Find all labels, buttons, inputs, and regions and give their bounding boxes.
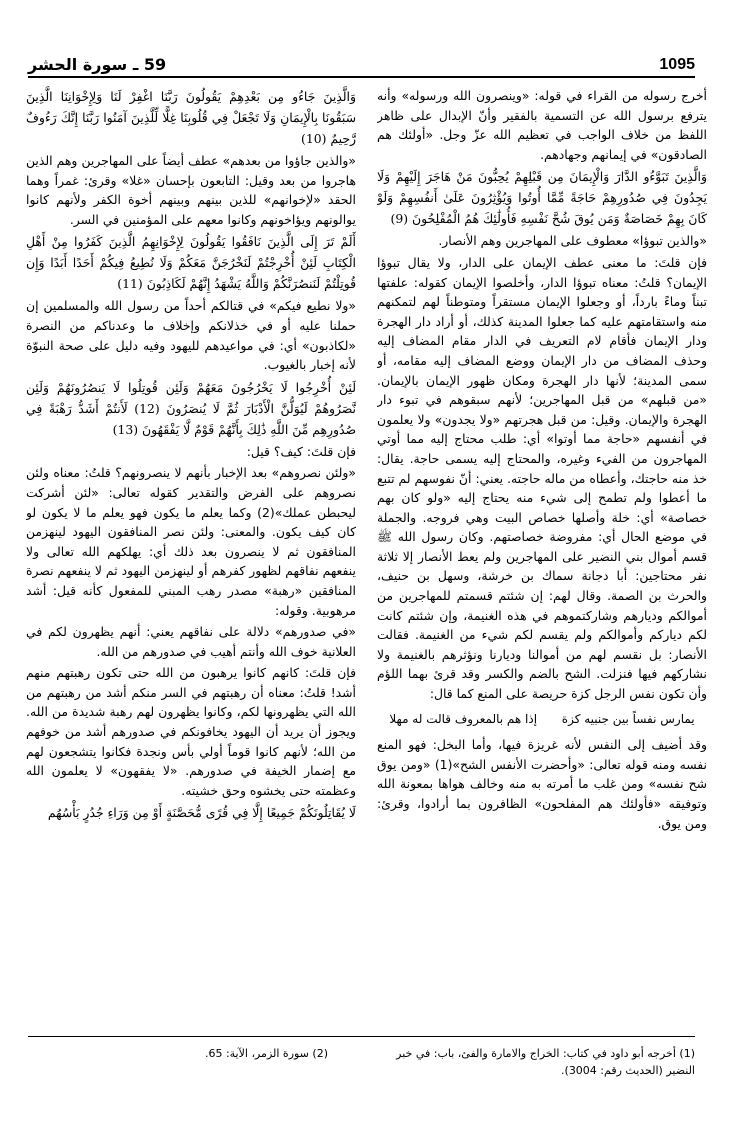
commentary-paragraph: فإن قلتَ: كيف؟ قيل: [246,443,356,459]
commentary-paragraph: أخرج رسوله من القراء في قوله: «وينصرون الله ورسوله» وأنه يترفع برسول الله عن التسمية بالفقير وأنّ الإبدال على ظاهر اللفظ من خلاف الواجب في تعظيم الله عزّ وجل. «أولئك هم الصادقون» في إيمانهم وجهادهم. [377,88,707,162]
footnote-1: (1) أخرجه أبو داود في كتاب: الخراج والامارة والفئ، باب: في خبر النضير (الحديث رقم: 3004). [396,1047,695,1077]
poem-line [377,710,707,730]
right-column [377,86,707,1016]
commentary-paragraph: فإن قلتَ: كانهم كانوا يرهبون من الله حتى تكون رهبتهم منهم أشد! قلتُ: معناه أن رهبتهم في السر منكم أشد من رهبتهم من الله التي يظهرونها لكم، وكانوا يظهرون لهم رهبة شديدة من الله. ويجوز أن يريد أن اليهود يخافونكم في صدورهم أشد من خوفهم من الله؛ لأنهم كانوا قوماً أولي بأس ونجدة فكانوا يتشجعون لهم مع إضمار الخيفة في صدورهم. «لا يفقهون» لا يعلمون الله وعظمته حتى يخشوه وحق خشيته. [26,665,356,798]
surah-title: 59 ـ سورة الحشر [28,55,167,74]
quran-verse: وَالَّذِينَ جَاءُو مِن بَعْدِهِمْ يَقُولُونَ رَبَّنَا اغْفِرْ لَنَا وَلِإِخْوَانِنَا الَّذِينَ سَبَقُونَا بِالْإِيمَانِ وَلَا تَجْعَلْ فِي قُلُوبِنَا غِلًّا لِّلَّذِينَ آمَنُوا رَبَّنَا إِنَّكَ رَءُوفٌ رَّحِيمٌ (10) [26,89,356,146]
commentary-paragraph: «في صدورهم» دلالة على نفاقهم يعني: أنهم يظهرون لكم في العلانية خوف الله وأنتم أهيب في صدورهم من الله. [26,624,356,659]
commentary-paragraph: وقد أضيف إلى النفس لأنه غريزة فيها، وأما البخل: فهو المنع نفسه ومنه قوله تعالى: «وأحضرت الأنفس الشح»(1) «ومن يوق شح نفسه» ومن غلب ما أمرته به منه وخالف هواها بمعونة الله وتوفيقه «فأولئك هم المفلحون» الظافرون بما أرادوا، وقرئ: ومن يوق. [377,737,707,831]
text-columns [26,86,707,1016]
page-number: 1095 [659,56,695,73]
left-column [26,86,356,1016]
quran-verse: لَا يُقَاتِلُونَكُمْ جَمِيعًا إِلَّا فِي قُرًى مُّحَصَّنَةٍ أَوْ مِن وَرَاءِ جُدُرٍ بَأْسُهُم [47,805,356,821]
commentary-paragraph: فإن قلتَ: ما معنى عطف الإيمان على الدار، ولا يقال تبوؤا الإيمان؟ قلتُ: معناه تبوؤا الدار، وأخلصوا الإيمان كقوله: علفتها تبناً وماءً بارداً، أو وجعلوا الإيمان مستقراً ومتوطناً لهم لتمكنهم منه واستقامتهم عليه كما جعلوا المدينة كذلك، أو أراد دار الهجرة ودار الإيمان فأقام لام التعريف في الدار مقام المضاف إليه وحذف المضاف من دار الإيمان ووضع المضاف إليه مقامه، أو سمى المدينة؛ لأنها دار الهجرة ومكان ظهور الإيمان بالإيمان. «من قبلهم» من قبل المهاجرين؛ لأنهم سبقوهم في تبوء دار الهجرة والإيمان. وقيل: من قبل هجرتهم «ولا يجدون» ولا يعلمون في أنفسهم «حاجة مما أوتوا» أي: طلب محتاج إليه مما أوتي المهاجرون من الفيء وغيره، والمحتاج إليه يسمى حاجة. يقال: خذ منه حاجتك، وأعطاه من ماله حاجته. يعني: أنّ نفوسهم لم تتبع ما أعطوا ولم تطمح إلى شيء منه يحتاج إليه «ولو كان بهم خصاصة» أي: خلة وأصلها خصاص البيت وهي فروجه. والجملة في موضع الحال أي: مفروضة خصاصتهم. وكان رسول الله ﷺ قسم أموال بني النضير على المهاجرين ولم يعط الأنصار إلا ثلاثة نفر محتاجين: أبا دجانة سماك بن خرشة، وسهل بن حنيف، والحرث بن الصمة. وقال لهم: إن شئتم قسمتم للمهاجرين من أموالكم وديارهم وشاركتموهم في هذه الغنيمة، وإن شئتم كانت لكم دياركم وأموالكم ولم يقسم لكم شيء من الغنيمة. فقالت الأنصار: بل نقسم لهم من أموالنا وديارنا ونؤثرهم بالغنيمة ولا نشاركهم فيها فنزلت. الشح بالضم والكسر وقد قرئ بهما اللؤم وأن تكون نفس الرجل كزة حريصة على المنع كما قال: [377,254,707,702]
poem-hemistich: إذا هم بالمعروف قالت له مهلا [389,711,538,726]
commentary-paragraph: «والذين جاؤوا من بعدهم» عطف أيضاً على المهاجرين وهم الذين هاجروا من بعد وقيل: التابعون بإحسان «غلا» وقرئ: غمراً وهما الحقد «لإخوانهم» للذين بينهم وبينهم أخوة الكفر ولأنهم كانوا يوالونهم ويؤاخونهم وكانوا معهم على المؤمنين في السر. [26,153,356,227]
commentary-paragraph: «ولئن نصروهم» بعد الإخبار بأنهم لا ينصرونهم؟ قلتُ: معناه ولئن نصروهم على الفرض والتقدير كقوله تعالى: «لئن أشركت ليحبطن عملك»(2) وكما يعلم ما يكون فهو يعلم ما لا يكون لو كان كيف يكون. والمعنى: ولئن نصر المنافقون اليهود لينهزمن المنافقون ثم لا ينصرون بعد ذلك أي: يهلكهم الله تعالى ولا ينفعهم نفاقهم لظهور كفرهم أو لينهزمن اليهود ثم لا ينفعهم نصرة المنافقين «رهبة» مصدر رهب المبني للمفعول كأنه قيل: أشد مرهوبية. وقوله: [26,465,356,618]
commentary-paragraph: «والذين تبوؤا» معطوف على المهاجرين وهم الأنصار. [438,233,707,249]
quran-verse: وَالَّذِينَ تَبَوَّءُو الدَّارَ وَالْإِيمَانَ مِن قَبْلِهِمْ يُحِبُّونَ مَنْ هَاجَرَ إِلَيْهِمْ وَلَا يَجِدُونَ فِي صُدُورِهِمْ حَاجَةً مِّمَّا أُوتُوا وَيُؤْثِرُونَ عَلَىٰ أَنفُسِهِمْ وَلَوْ كَانَ بِهِمْ خَصَاصَةٌ وَمَن يُوقَ شُحَّ نَفْسِهِ فَأُولَٰئِكَ هُمُ الْمُفْلِحُونَ (9) [377,169,707,227]
quran-verse: أَلَمْ تَرَ إِلَى الَّذِينَ نَافَقُوا يَقُولُونَ لِإِخْوَانِهِمُ الَّذِينَ كَفَرُوا مِنْ أَهْلِ الْكِتَابِ لَئِنْ أُخْرِجْتُمْ لَنَخْرُجَنَّ مَعَكُمْ وَلَا نُطِيعُ فِيكُمْ أَحَدًا أَبَدًا وَإِن قُوتِلْتُمْ لَنَنصُرَنَّكُمْ وَاللَّهُ يَشْهَدُ إِنَّهُمْ لَكَاذِبُونَ (11) [26,234,356,292]
page-header [28,52,695,78]
footnotes [28,1036,695,1105]
footnote-2: (2) سورة الزمر، الآية: 65. [204,1047,328,1060]
poem-hemistich: يمارس نفساً بين جنبيه كزة [561,711,695,726]
commentary-paragraph: «ولا نطيع فيكم» في قتالكم أحداً من رسول الله والمسلمين إن حملنا عليه أو في خذلانكم وإخلاف ما وعدناكم من النصرة «لكاذبون» أي: في مواعيدهم لليهود وفيه دليل على صحة النبوّة لأنه إخبار بالغيوب. [26,298,356,373]
quran-verse: لَئِنْ أُخْرِجُوا لَا يَخْرُجُونَ مَعَهُمْ وَلَئِن قُوتِلُوا لَا يَنصُرُونَهُمْ وَلَئِن نَّصَرُوهُمْ لَيُوَلُّنَّ الْأَدْبَارَ ثُمَّ لَا يُنصَرُونَ (12) لَأَنتُمْ أَشَدُّ رَهْبَةً فِي صُدُورِهِم مِّنَ اللَّهِ ذَٰلِكَ بِأَنَّهُمْ قَوْمٌ لَّا يَفْقَهُونَ (13) [26,379,356,437]
